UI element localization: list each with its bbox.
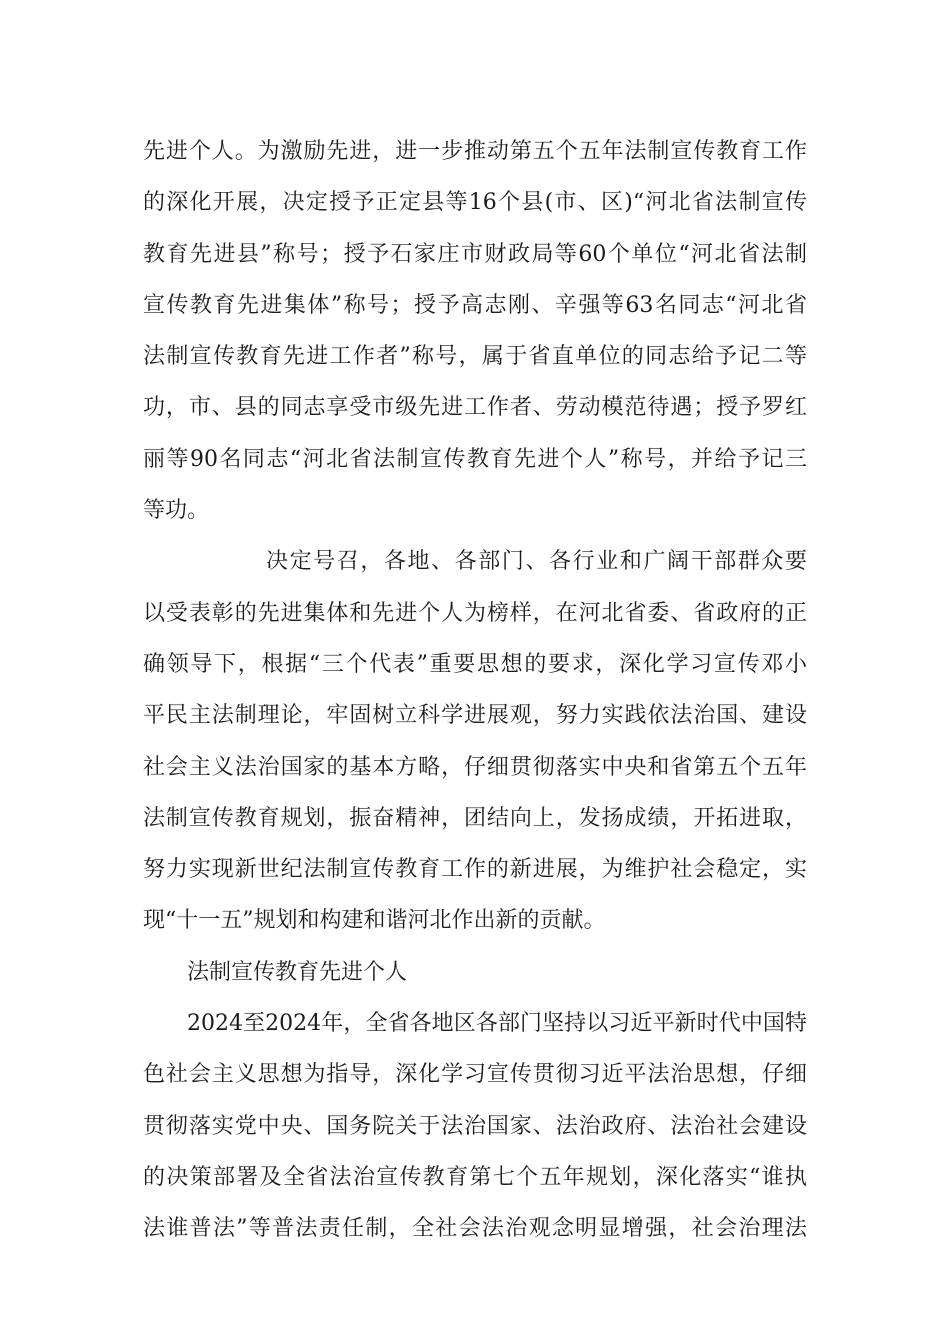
text-line: 的深化开展，决定授予正定县等16个县(市、区)“河北省法制宣传 (143, 190, 807, 216)
text-line: 的决策部署及全省法治宣传教育第七个五年规划，深化落实“谁执 (143, 1164, 807, 1190)
text-line: 2024至2024年，全省各地区各部门坚持以习近平新时代中国特 (187, 1011, 807, 1037)
text-line: 法制宣传教育先进工作者”称号，属于省直单位的同志给予记二等 (143, 344, 807, 370)
text-line: 教育先进县”称号；授予石家庄市财政局等60个单位“河北省法制 (143, 241, 807, 267)
text-line: 决定号召，各地、各部门、各行业和广阔干部群众要 (266, 549, 807, 575)
paragraph-awards (143, 126, 807, 536)
text-line: 以受表彰的先进集体和先进个人为榜样，在河北省委、省政府的正 (143, 600, 807, 626)
text-line: 宣传教育先进集体”称号；授予高志刚、辛强等63名同志“河北省 (143, 292, 807, 318)
text-line: 贯彻落实党中央、国务院关于法治国家、法治政府、法治社会建设 (143, 1113, 807, 1139)
section-heading (143, 947, 807, 998)
text-line: 法谁普法”等普法责任制，全社会法治观念明显增强，社会治理法 (143, 1216, 807, 1242)
text-line: 确领导下，根据“三个代表”重要思想的要求，深化学习宣传邓小 (143, 651, 807, 677)
text-line: 平民主法制理论，牢固树立科学进展观，努力实践依法治国、建设 (143, 703, 807, 729)
heading-line: 法制宣传教育先进个人 (187, 959, 408, 985)
paragraph-overview (143, 998, 807, 1254)
text-line: 现“十一五”规划和构建和谐河北作出新的贡献。 (143, 908, 606, 934)
paragraph-call-to-action (143, 536, 807, 946)
text-line: 功，市、县的同志享受市级先进工作者、劳动模范待遇；授予罗红 (143, 395, 807, 421)
document-body (143, 126, 807, 1255)
text-line: 等功。 (143, 498, 210, 524)
text-line: 社会主义法治国家的基本方略，仔细贯彻落实中央和省第五个五年 (143, 754, 807, 780)
text-line: 法制宣传教育规划，振奋精神，团结向上，发扬成绩，开拓进取， (143, 805, 807, 831)
text-line: 丽等90名同志“河北省法制宣传教育先进个人”称号，并给予记三 (143, 446, 807, 472)
text-line: 色社会主义思想为指导，深化学习宣传贯彻习近平法治思想，仔细 (143, 1062, 807, 1088)
text-line: 努力实现新世纪法制宣传教育工作的新进展，为维护社会稳定，实 (143, 857, 807, 883)
text-line: 先进个人。为激励先进，进一步推动第五个五年法制宣传教育工作 (143, 139, 807, 164)
